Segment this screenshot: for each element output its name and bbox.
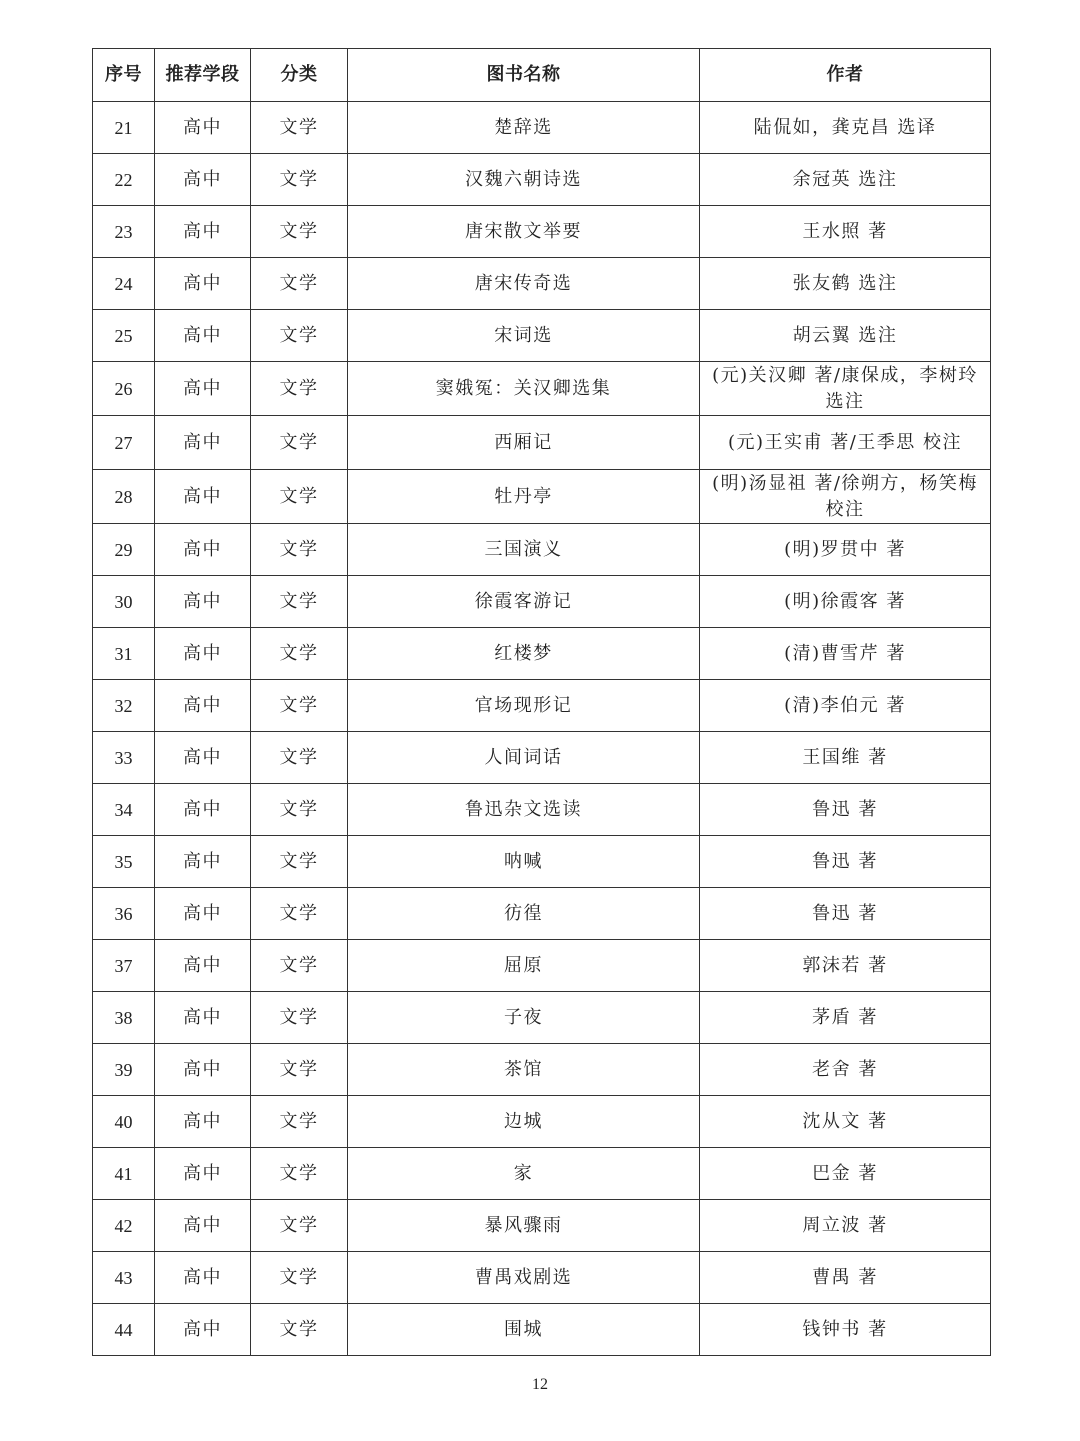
table-row xyxy=(93,628,991,680)
cell-title: 鲁迅杂文选读 xyxy=(348,784,700,836)
table-row xyxy=(93,1252,991,1304)
cell-category: 文学 xyxy=(251,576,348,628)
cell-level: 高中 xyxy=(155,576,251,628)
cell-title: 汉魏六朝诗选 xyxy=(348,154,700,206)
cell-category: 文学 xyxy=(251,628,348,680)
cell-author: 王国维 著 xyxy=(700,732,991,784)
cell-title: 三国演义 xyxy=(348,524,700,576)
cell-author: 郭沫若 著 xyxy=(700,940,991,992)
cell-level: 高中 xyxy=(155,362,251,416)
cell-title: 屈原 xyxy=(348,940,700,992)
cell-level: 高中 xyxy=(155,206,251,258)
cell-title: 家 xyxy=(348,1148,700,1200)
cell-number: 34 xyxy=(93,784,155,836)
cell-author: 巴金 著 xyxy=(700,1148,991,1200)
cell-author: 鲁迅 著 xyxy=(700,888,991,940)
table-row xyxy=(93,1096,991,1148)
cell-number: 40 xyxy=(93,1096,155,1148)
cell-title: 唐宋传奇选 xyxy=(348,258,700,310)
cell-author: (元)王实甫 著/王季思 校注 xyxy=(700,416,991,470)
cell-level: 高中 xyxy=(155,836,251,888)
cell-level: 高中 xyxy=(155,1044,251,1096)
cell-category: 文学 xyxy=(251,524,348,576)
cell-title: 人间词话 xyxy=(348,732,700,784)
cell-number: 28 xyxy=(93,470,155,524)
cell-number: 44 xyxy=(93,1304,155,1356)
cell-title: 围城 xyxy=(348,1304,700,1356)
cell-level: 高中 xyxy=(155,1252,251,1304)
cell-level: 高中 xyxy=(155,784,251,836)
cell-level: 高中 xyxy=(155,680,251,732)
cell-title: 窦娥冤：关汉卿选集 xyxy=(348,362,700,416)
cell-level: 高中 xyxy=(155,310,251,362)
cell-category: 文学 xyxy=(251,362,348,416)
cell-number: 30 xyxy=(93,576,155,628)
cell-title: 官场现形记 xyxy=(348,680,700,732)
cell-level: 高中 xyxy=(155,940,251,992)
table-row xyxy=(93,680,991,732)
cell-author: (元)关汉卿 著/康保成，李树玲 选注 xyxy=(700,362,991,416)
cell-category: 文学 xyxy=(251,888,348,940)
table-row xyxy=(93,310,991,362)
cell-title: 楚辞选 xyxy=(348,102,700,154)
cell-author: 鲁迅 著 xyxy=(700,836,991,888)
cell-number: 29 xyxy=(93,524,155,576)
cell-number: 39 xyxy=(93,1044,155,1096)
cell-title: 牡丹亭 xyxy=(348,470,700,524)
cell-level: 高中 xyxy=(155,888,251,940)
table-row xyxy=(93,102,991,154)
page-number: 12 xyxy=(532,1376,548,1393)
cell-category: 文学 xyxy=(251,1200,348,1252)
cell-category: 文学 xyxy=(251,470,348,524)
cell-number: 22 xyxy=(93,154,155,206)
cell-level: 高中 xyxy=(155,258,251,310)
cell-number: 42 xyxy=(93,1200,155,1252)
table-row xyxy=(93,1200,991,1252)
cell-category: 文学 xyxy=(251,1304,348,1356)
cell-category: 文学 xyxy=(251,992,348,1044)
cell-title: 暴风骤雨 xyxy=(348,1200,700,1252)
header-author: 作者 xyxy=(700,49,991,102)
table-row xyxy=(93,154,991,206)
cell-title: 唐宋散文举要 xyxy=(348,206,700,258)
cell-number: 35 xyxy=(93,836,155,888)
cell-title: 边城 xyxy=(348,1096,700,1148)
cell-category: 文学 xyxy=(251,784,348,836)
cell-title: 子夜 xyxy=(348,992,700,1044)
cell-number: 27 xyxy=(93,416,155,470)
table-row xyxy=(93,732,991,784)
cell-level: 高中 xyxy=(155,628,251,680)
cell-level: 高中 xyxy=(155,1304,251,1356)
cell-level: 高中 xyxy=(155,1200,251,1252)
cell-category: 文学 xyxy=(251,1096,348,1148)
cell-author: 老舍 著 xyxy=(700,1044,991,1096)
cell-level: 高中 xyxy=(155,992,251,1044)
cell-number: 38 xyxy=(93,992,155,1044)
cell-author: 钱钟书 著 xyxy=(700,1304,991,1356)
cell-category: 文学 xyxy=(251,732,348,784)
cell-number: 23 xyxy=(93,206,155,258)
cell-author: 周立波 著 xyxy=(700,1200,991,1252)
cell-category: 文学 xyxy=(251,258,348,310)
header-category: 分类 xyxy=(251,49,348,102)
cell-number: 36 xyxy=(93,888,155,940)
cell-level: 高中 xyxy=(155,416,251,470)
table-row xyxy=(93,888,991,940)
table-row xyxy=(93,1304,991,1356)
cell-author: (清)李伯元 著 xyxy=(700,680,991,732)
cell-category: 文学 xyxy=(251,206,348,258)
cell-title: 呐喊 xyxy=(348,836,700,888)
cell-number: 32 xyxy=(93,680,155,732)
cell-category: 文学 xyxy=(251,836,348,888)
cell-title: 徐霞客游记 xyxy=(348,576,700,628)
cell-number: 33 xyxy=(93,732,155,784)
table-row xyxy=(93,470,991,524)
cell-author: 曹禺 著 xyxy=(700,1252,991,1304)
cell-number: 41 xyxy=(93,1148,155,1200)
table-row xyxy=(93,940,991,992)
cell-number: 37 xyxy=(93,940,155,992)
cell-author: (清)曹雪芹 著 xyxy=(700,628,991,680)
header-title: 图书名称 xyxy=(348,49,700,102)
cell-level: 高中 xyxy=(155,1148,251,1200)
table-row xyxy=(93,206,991,258)
table-body xyxy=(93,102,991,1356)
cell-category: 文学 xyxy=(251,1148,348,1200)
cell-author: 鲁迅 著 xyxy=(700,784,991,836)
cell-category: 文学 xyxy=(251,940,348,992)
table-row xyxy=(93,576,991,628)
cell-category: 文学 xyxy=(251,1044,348,1096)
cell-author: 王水照 著 xyxy=(700,206,991,258)
cell-number: 31 xyxy=(93,628,155,680)
cell-number: 43 xyxy=(93,1252,155,1304)
table-row xyxy=(93,1044,991,1096)
table-row xyxy=(93,784,991,836)
cell-title: 曹禺戏剧选 xyxy=(348,1252,700,1304)
table-row xyxy=(93,258,991,310)
cell-category: 文学 xyxy=(251,154,348,206)
cell-number: 21 xyxy=(93,102,155,154)
cell-level: 高中 xyxy=(155,732,251,784)
cell-author: 陆侃如，龚克昌 选译 xyxy=(700,102,991,154)
table-row xyxy=(93,416,991,470)
cell-author: (明)罗贯中 著 xyxy=(700,524,991,576)
table-header-row xyxy=(93,49,991,102)
cell-author: (明)徐霞客 著 xyxy=(700,576,991,628)
book-list-table xyxy=(92,48,991,1356)
cell-title: 西厢记 xyxy=(348,416,700,470)
cell-category: 文学 xyxy=(251,680,348,732)
cell-author: 茅盾 著 xyxy=(700,992,991,1044)
cell-title: 彷徨 xyxy=(348,888,700,940)
header-level: 推荐学段 xyxy=(155,49,251,102)
cell-author: (明)汤显祖 著/徐朔方，杨笑梅 校注 xyxy=(700,470,991,524)
cell-number: 25 xyxy=(93,310,155,362)
cell-author: 张友鹤 选注 xyxy=(700,258,991,310)
cell-level: 高中 xyxy=(155,524,251,576)
table-row xyxy=(93,836,991,888)
header-number: 序号 xyxy=(93,49,155,102)
cell-category: 文学 xyxy=(251,1252,348,1304)
cell-title: 宋词选 xyxy=(348,310,700,362)
table-row xyxy=(93,1148,991,1200)
cell-level: 高中 xyxy=(155,470,251,524)
cell-number: 26 xyxy=(93,362,155,416)
cell-category: 文学 xyxy=(251,310,348,362)
table-row xyxy=(93,524,991,576)
cell-title: 茶馆 xyxy=(348,1044,700,1096)
cell-author: 沈从文 著 xyxy=(700,1096,991,1148)
cell-level: 高中 xyxy=(155,102,251,154)
cell-author: 胡云翼 选注 xyxy=(700,310,991,362)
cell-author: 余冠英 选注 xyxy=(700,154,991,206)
cell-title: 红楼梦 xyxy=(348,628,700,680)
cell-category: 文学 xyxy=(251,102,348,154)
cell-number: 24 xyxy=(93,258,155,310)
cell-level: 高中 xyxy=(155,154,251,206)
cell-category: 文学 xyxy=(251,416,348,470)
table-row xyxy=(93,992,991,1044)
table-row xyxy=(93,362,991,416)
cell-level: 高中 xyxy=(155,1096,251,1148)
